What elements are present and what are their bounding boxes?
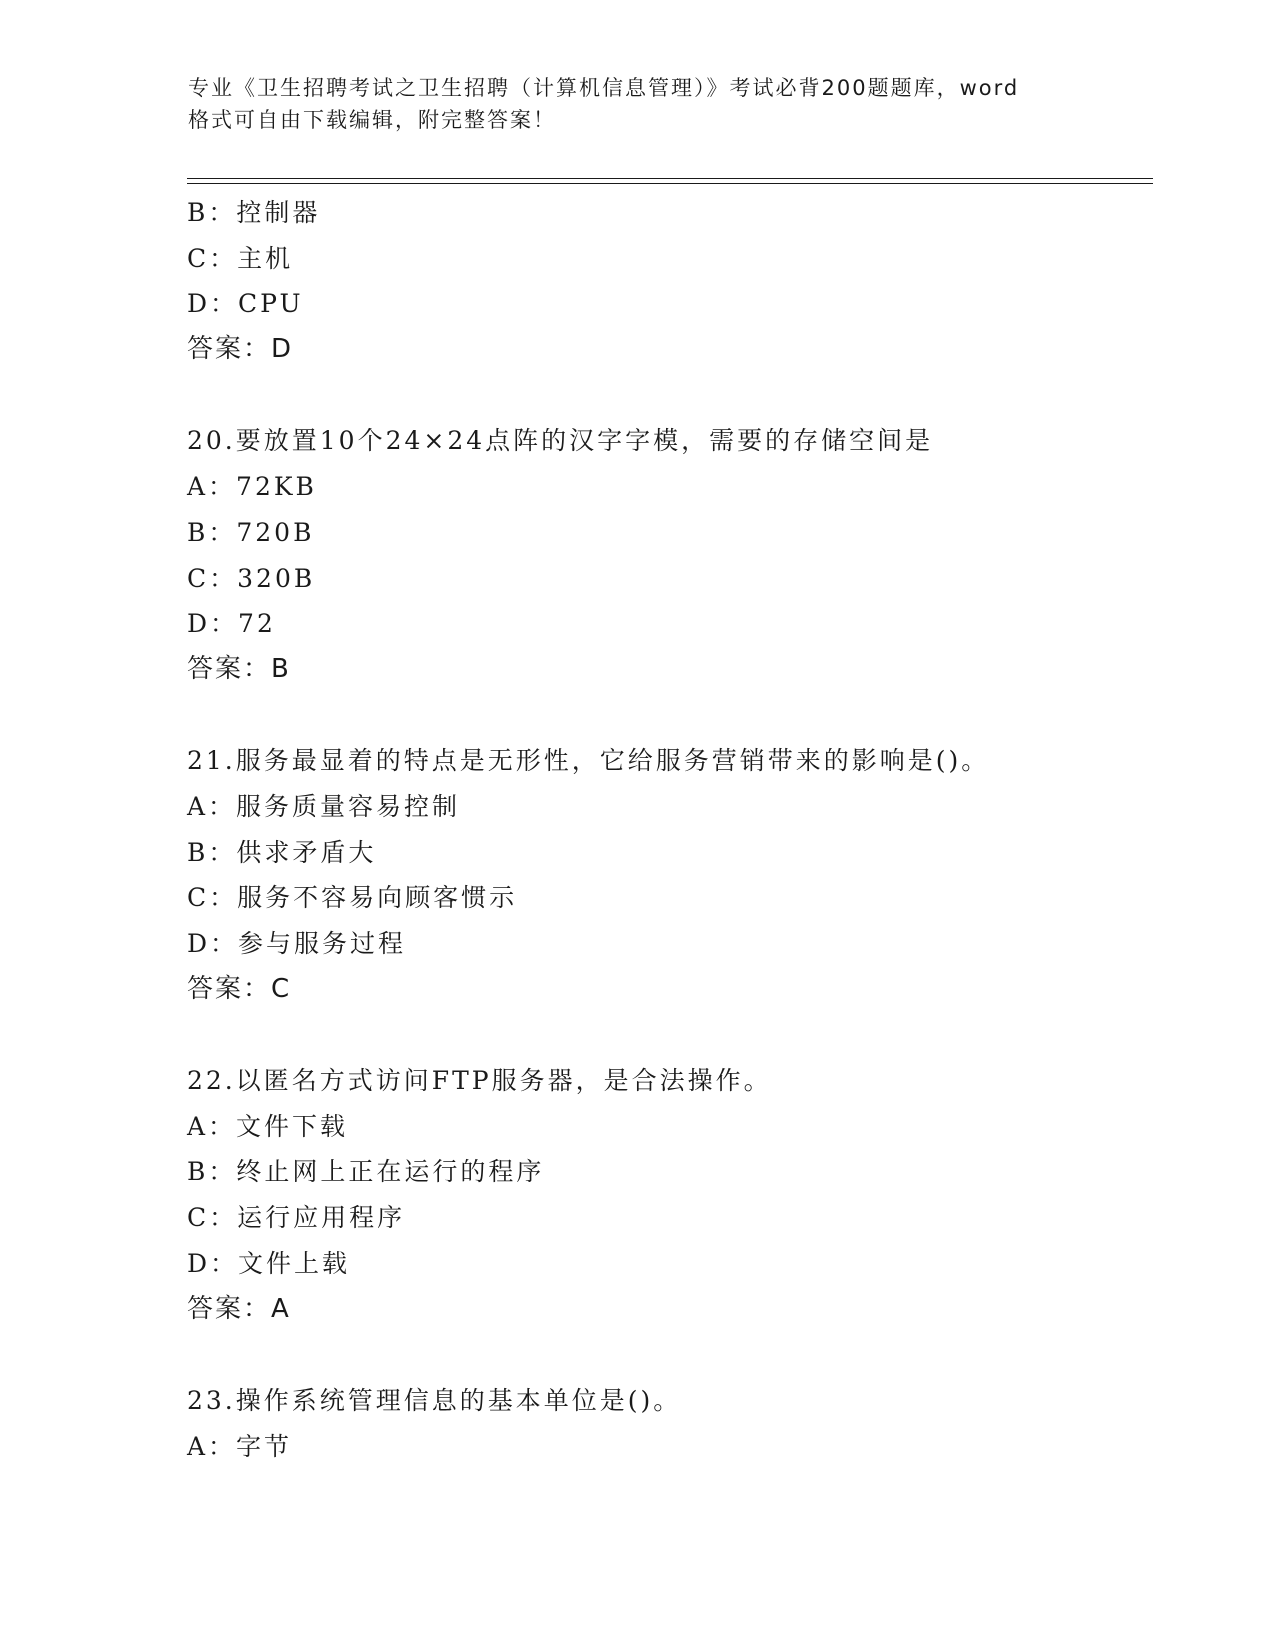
spacer (187, 693, 1147, 739)
option-d: D：CPU (187, 289, 304, 319)
option-c: C：运行应用程序 (187, 1203, 406, 1233)
option-d: D：72 (187, 609, 276, 639)
option-a: A：72KB (187, 472, 317, 502)
header-divider-bottom (187, 183, 1153, 184)
answer: 答案：B (187, 653, 291, 684)
answer: 答案：C (187, 973, 292, 1004)
question-23 (187, 1378, 1147, 1469)
option-a: A：服务质量容易控制 (187, 791, 461, 821)
option-c: C：主机 (187, 243, 294, 273)
spacer (187, 1012, 1147, 1058)
option-b: B：终止网上正在运行的程序 (187, 1157, 545, 1187)
question-stem: 22.以匿名方式访问FTP服务器，是合法操作。 (187, 1066, 772, 1096)
question-stem: 23.操作系统管理信息的基本单位是()。 (187, 1385, 682, 1415)
question-20 (187, 418, 1147, 692)
option-b: B：控制器 (187, 198, 321, 227)
option-d: D：参与服务过程 (187, 929, 407, 958)
answer: 答案：D (187, 334, 294, 365)
header-line-2: 格式可自由下载编辑，附完整答案！ (188, 108, 556, 132)
spacer (187, 373, 1147, 419)
option-c: C：320B (187, 563, 316, 593)
option-c: C：服务不容易向顾客惯示 (187, 883, 518, 913)
option-a: A：字节 (187, 1431, 293, 1461)
header-divider-top (187, 178, 1153, 179)
spacer (187, 1332, 1147, 1378)
question-22 (187, 1058, 1147, 1332)
option-b: B：供求矛盾大 (187, 837, 377, 867)
question-stem: 20.要放置10个24×24点阵的汉字字模，需要的存储空间是 (187, 426, 934, 456)
question-19-fragment (187, 190, 1147, 373)
option-d: D：文件上载 (187, 1248, 351, 1278)
option-b: B：720B (187, 517, 315, 547)
option-a: A：文件下载 (187, 1111, 349, 1141)
answer: 答案：A (187, 1293, 291, 1324)
document-header (188, 72, 1088, 136)
header-line-1: 专业《卫生招聘考试之卫生招聘（计算机信息管理）》考试必背200题题库，word (188, 76, 1020, 100)
question-stem: 21.服务最显着的特点是无形性，它给服务营销带来的影响是()。 (187, 746, 990, 776)
question-list (187, 190, 1147, 1469)
question-21 (187, 738, 1147, 1012)
